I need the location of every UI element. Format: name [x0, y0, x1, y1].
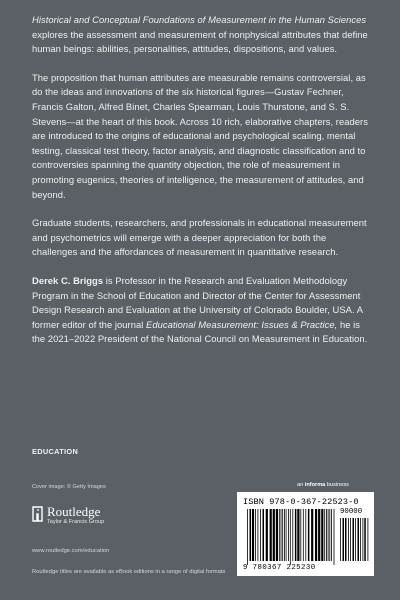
author-bio-text: he is the 2021–2022 President of the National Council on Measurement in Education. — [32, 318, 368, 345]
barcode-bar — [326, 509, 327, 561]
barcode-bar — [364, 518, 366, 561]
barcode-bar — [348, 518, 349, 561]
journal-title: Educational Measurement: Issues & Practice, — [146, 318, 338, 330]
informa-business-label: an informa business — [297, 482, 349, 488]
barcode-bar — [297, 509, 299, 561]
barcode-bar — [250, 509, 252, 561]
barcode-bar — [266, 509, 268, 561]
barcode-bar — [260, 509, 261, 561]
description-paragraph-3: Graduate students, researchers, and professionals in educational measurement and psychometrics will emerge with a deeper appreciation for both the challenges and the affordances of measurement in quantitative research. — [32, 217, 367, 258]
barcode-bar — [290, 509, 291, 565]
back-cover-blurb — [32, 13, 372, 361]
barcode-digits: 9 780367 225230 — [243, 564, 316, 572]
author-bio — [32, 274, 372, 347]
barcode-bar — [263, 509, 265, 561]
book-title: Historical and Conceptual Foundations of Measurement in the Human Sciences — [32, 14, 367, 25]
isbn-text: ISBN 978-0-367-22523-0 — [243, 497, 359, 507]
barcode-bar — [324, 509, 325, 561]
barcode-bar — [311, 509, 313, 561]
barcode-bar — [363, 518, 364, 561]
barcode-bar — [252, 509, 254, 561]
ebook-note: Routledge titles are available as eBook editions in a range of digital formats — [32, 569, 226, 575]
barcode-bar — [328, 509, 329, 561]
barcode-bar — [355, 518, 356, 561]
cover-credit: Cover image: © Getty Images — [32, 484, 106, 490]
barcode-bar — [329, 509, 330, 561]
barcode-bar — [331, 509, 332, 561]
barcode-bar — [282, 509, 283, 561]
barcode-bar — [288, 509, 289, 561]
barcode-bar — [345, 518, 347, 561]
author-name: Derek C. Briggs — [32, 274, 104, 286]
barcode-bar — [353, 518, 355, 561]
barcode-bar — [300, 509, 301, 561]
barcode-bar — [270, 509, 272, 561]
barcode-bar — [279, 509, 280, 561]
barcode-bar — [308, 509, 310, 561]
publisher-subline: Taylor & Francis Group — [47, 519, 105, 525]
barcode-addon-code: 90000 — [340, 508, 363, 516]
isbn-barcode — [237, 492, 374, 576]
description-paragraph-2: The proposition that human attributes are measurable remains controversial, as do the ideas and innovations of the six historical figures—Gustav Fechner, Francis Galton, Alfred Binet, Charles Spearman, Louis Thurstone, and S. S. Stevens—at the heart of this book. Across 10 rich, elaborative chapters, readers are introduced to the origins of educational and psychological scaling, mental testing, classical test theory, factor analysis, and diagnostic classification and to controversies spanning the quantity objection, the role of measurement in promoting eugenics, theories of intelligence, the measurement of attitudes, and beyond. — [32, 71, 368, 200]
barcode-bar — [321, 509, 323, 561]
subject-category: EDUCATION — [32, 447, 79, 456]
author-bio-text: is Professor in the Research and Evaluation Methodology Program in the School of Education and Director of the Center for Assessment Design Research and Evaluation at the University of Colorado Boulder, USA. A former editor of the journal — [32, 274, 363, 330]
barcode-bar — [350, 518, 351, 561]
routledge-logo-icon — [32, 506, 43, 522]
barcode-bar — [315, 509, 317, 561]
description-text: explores the assessment and measurement of nonphysical attributes that define human beings: abilities, personalities, attitudes, dispositions, and values. — [32, 28, 368, 55]
barcode-bar — [292, 509, 293, 561]
barcode-bar — [284, 509, 285, 561]
barcode-bar — [334, 509, 335, 565]
barcode-bar — [255, 509, 256, 561]
publisher-logo — [32, 506, 104, 525]
barcode-bar — [247, 509, 248, 565]
barcode-bar — [273, 509, 275, 561]
barcode-bar — [305, 509, 306, 561]
barcode-bar — [286, 509, 287, 561]
barcode-bar — [360, 518, 361, 561]
publisher-name: Routledge — [47, 504, 101, 519]
barcode-bar — [343, 518, 345, 561]
barcode-bar — [358, 518, 360, 561]
barcode-bar — [303, 509, 304, 561]
barcode-bar — [318, 509, 320, 561]
barcode-bar — [368, 518, 369, 561]
barcode-bar — [281, 509, 282, 561]
publisher-url: www.routledge.com/education — [32, 548, 110, 554]
description-paragraph-1 — [32, 13, 372, 57]
barcode-bar — [258, 509, 259, 561]
barcode-bar — [295, 509, 297, 561]
barcode-bar — [276, 509, 278, 561]
barcode-bar — [340, 518, 341, 561]
